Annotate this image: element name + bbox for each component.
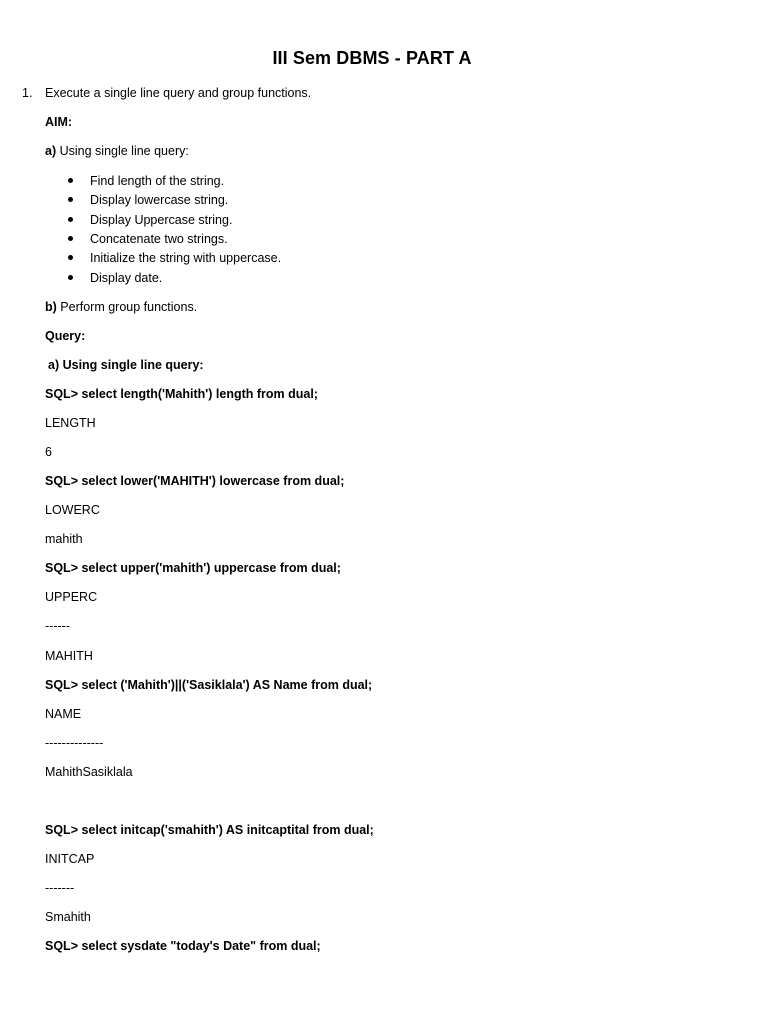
item-number: 1. (22, 86, 33, 100)
output-line: Smahith (45, 910, 91, 924)
list-item: Display date. (90, 271, 163, 285)
output-line: mahith (45, 532, 83, 546)
output-line: -------------- (45, 736, 104, 750)
output-line: 6 (45, 445, 52, 459)
output-line: ------- (45, 881, 75, 895)
output-line: MAHITH (45, 649, 93, 663)
list-item: Initialize the string with uppercase. (90, 251, 282, 265)
part-b-line (45, 299, 197, 315)
part-a-label: a) (45, 144, 57, 158)
bullet-icon (68, 217, 73, 222)
bullet-icon (68, 236, 73, 241)
bullet-icon (68, 197, 73, 202)
output-line: INITCAP (45, 852, 95, 866)
sql-query-line: SQL> select sysdate "today's Date" from dual; (45, 939, 321, 953)
output-line: LOWERC (45, 503, 100, 517)
output-line: NAME (45, 707, 82, 721)
query-a-heading: a) Using single line query: (48, 358, 204, 372)
list-item: Concatenate two strings. (90, 232, 228, 246)
sql-query-line: SQL> select ('Mahith')||('Sasiklala') AS Name from dual; (45, 678, 373, 692)
page-title: III Sem DBMS - PART A (272, 48, 472, 68)
part-a-text: Using single line query: (59, 144, 189, 158)
sql-query-line: SQL> select lower('MAHITH') lowercase from dual; (45, 474, 345, 488)
list-item: Display lowercase string. (90, 193, 229, 207)
aim-label: AIM: (45, 115, 73, 129)
list-item: Find length of the string. (90, 174, 225, 188)
query-label: Query: (45, 329, 86, 343)
output-line: LENGTH (45, 416, 96, 430)
sql-query-line: SQL> select initcap('smahith') AS initcaptital from dual; (45, 823, 374, 837)
item-text: Execute a single line query and group functions. (45, 86, 312, 100)
part-b-text: Perform group functions. (60, 300, 198, 314)
part-b-label: b) (45, 300, 57, 314)
output-line: ------ (45, 619, 70, 633)
bullet-icon (68, 255, 73, 260)
output-line: MahithSasiklala (45, 765, 133, 779)
part-a-line (45, 143, 189, 159)
bullet-icon (68, 275, 73, 280)
list-item: Display Uppercase string. (90, 213, 233, 227)
sql-query-line: SQL> select upper('mahith') uppercase from dual; (45, 561, 341, 575)
sql-query-line: SQL> select length('Mahith') length from dual; (45, 387, 318, 401)
bullet-icon (68, 178, 73, 183)
output-line: UPPERC (45, 590, 98, 604)
